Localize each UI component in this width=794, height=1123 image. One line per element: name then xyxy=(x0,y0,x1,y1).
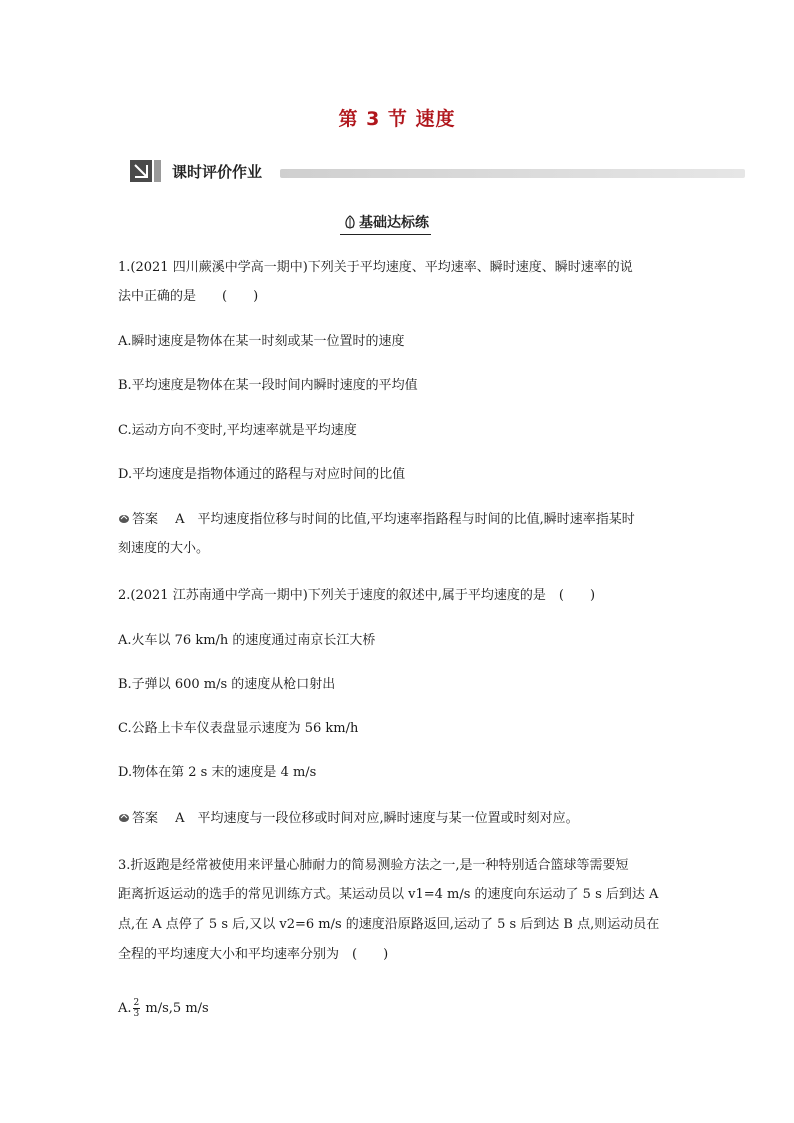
answer-label: 答案 xyxy=(132,512,159,527)
q2-answer-text: A 平均速度与一段位移或时间对应,瞬时速度与某一位置或时刻对应。 xyxy=(175,811,579,826)
q2-answer-line1 xyxy=(118,804,678,833)
q1-answer-line1 xyxy=(118,505,678,534)
q3-stem-line1: 3.折返跑是经常被使用来评量心肺耐力的简易测验方法之一,是一种特别适合篮球等需要短 xyxy=(118,858,629,873)
section-header xyxy=(130,160,745,184)
q1-option-a: A.瞬时速度是物体在某一时刻或某一位置时的速度 xyxy=(118,334,405,349)
q1-answer-line2: 刻速度的大小。 xyxy=(118,541,210,556)
q3-option-a-prefix: A. xyxy=(118,1001,132,1016)
q2-option-d: D.物体在第 2 s 末的速度是 4 m/s xyxy=(118,765,317,780)
page-title: 第 3 节 速度 xyxy=(338,108,456,130)
fraction-denominator: 3 xyxy=(133,1009,140,1019)
q1-option-c: C.运动方向不变时,平均速率就是平均速度 xyxy=(118,423,357,438)
q3-option-a-text: m/s,5 m/s xyxy=(145,1001,209,1016)
subsection-heading-text: 基础达标练 xyxy=(359,215,429,231)
q1-stem-line1: 1.(2021 四川蕨溪中学高一期中)下列关于平均速度、平均速率、瞬时速度、瞬时速率的说 xyxy=(118,260,633,275)
section-label: 课时评价作业 xyxy=(172,163,263,181)
q2-option-c: C.公路上卡车仪表盘显示速度为 56 km/h xyxy=(118,721,359,736)
section-marker-icon xyxy=(130,160,152,182)
q1-option-b: B.平均速度是物体在某一段时间内瞬时速度的平均值 xyxy=(118,378,418,393)
q1-option-d: D.平均速度是指物体通过的路程与对应时间的比值 xyxy=(118,467,406,482)
q3-stem-line3: 点,在 A 点停了 5 s 后,又以 v2=6 m/s 的速度沿原路返回,运动了 5 s 后到达 B 点,则运动员在 xyxy=(118,917,660,932)
q1-answer-text: A 平均速度指位移与时间的比值,平均速率指路程与时间的比值,瞬时速率指某时 xyxy=(175,512,635,527)
q1-stem-line2: 法中正确的是 ( ) xyxy=(118,289,259,304)
answer-icon xyxy=(118,805,130,815)
section-divider xyxy=(280,169,745,178)
q2-stem-line1: 2.(2021 江苏南通中学高一期中)下列关于速度的叙述中,属于平均速度的是 ( ) xyxy=(118,588,596,603)
answer-icon xyxy=(118,506,130,516)
q3-option-a xyxy=(118,994,678,1023)
fraction-numerator: 2 xyxy=(133,998,140,1008)
answer-label: 答案 xyxy=(132,811,159,826)
fraction xyxy=(133,998,141,1019)
q2-option-a: A.火车以 76 km/h 的速度通过南京长江大桥 xyxy=(118,633,376,648)
q3-stem-line2: 距离折返运动的选手的常见训练方式。某运动员以 v1=4 m/s 的速度向东运动了 5 s 后到达 A xyxy=(118,887,659,902)
leaf-icon xyxy=(344,215,356,229)
subsection-heading xyxy=(340,212,431,235)
q3-stem-line4: 全程的平均速度大小和平均速率分别为 ( ) xyxy=(118,947,389,962)
section-marker-accent xyxy=(154,160,161,182)
q2-option-b: B.子弹以 600 m/s 的速度从枪口射出 xyxy=(118,677,336,692)
